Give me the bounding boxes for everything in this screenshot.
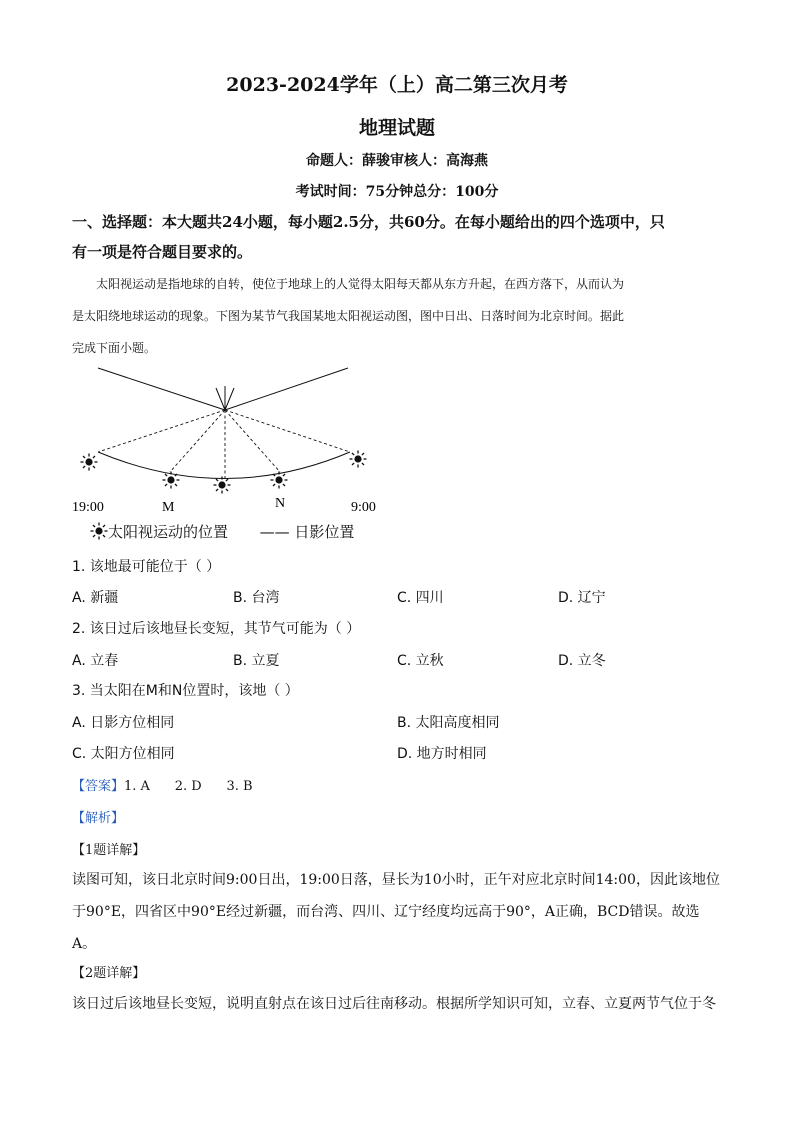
sun-path-arc (98, 452, 350, 479)
section-heading-line2: 有一项是符合题目要求的。 (72, 243, 253, 261)
label-900: 9:00 (351, 500, 376, 515)
sun-icon (271, 472, 288, 489)
question-1-option-b: B. 台湾 (233, 590, 280, 606)
question-3-option-a: A. 日影方位相同 (72, 715, 175, 731)
answer-line (72, 775, 253, 794)
q2-detail-text (72, 988, 722, 1020)
question-1-option-c: C. 四川 (397, 590, 444, 606)
authors-line: 命题人：薛骏审核人：高海燕 (306, 153, 488, 169)
legend-shadow-label: 日影位置 (294, 523, 355, 541)
question-3-option-b: B. 太阳高度相同 (397, 715, 500, 731)
sun-icon (81, 454, 98, 471)
answer-values: 1. A 2. D 3. B (124, 779, 253, 794)
intro-paragraph (72, 268, 722, 364)
section-heading (72, 207, 722, 267)
question-3-option-d: D. 地方时相同 (397, 746, 487, 762)
sun-icon (350, 451, 367, 468)
legend-sun-icon (90, 522, 108, 540)
question-3-stem: 3. 当太阳在M和N位置时，该地（ ） (72, 683, 299, 699)
analysis-tag: 【解析】 (72, 811, 125, 826)
subject-title: 地理试题 (358, 117, 435, 139)
question-1-option-d: D. 辽宁 (558, 590, 606, 606)
legend-sun-label: 太阳视运动的位置 (108, 523, 229, 541)
question-1-option-a: A. 新疆 (72, 590, 119, 606)
label-m: M (162, 500, 175, 515)
q1-detail-text (72, 864, 722, 960)
exam-title: 2023-2024学年（上）高二第三次月考 (226, 74, 568, 96)
intro-line3: 完成下面小题。 (72, 341, 157, 355)
question-3-option-c: C. 太阳方位相同 (72, 746, 175, 762)
question-2-stem: 2. 该日过后该地昼长变短，其节气可能为（ ） (72, 621, 361, 637)
q2-detail-tag: 【2题详解】 (72, 966, 146, 981)
question-2-option-d: D. 立冬 (558, 653, 606, 669)
exam-info-line: 考试时间：75分钟总分：100分 (295, 184, 499, 200)
sun-icon (163, 472, 180, 489)
q1-detail-line1: 读图可知，该日北京时间9:00日出，19:00日落，昼长为10小时，正午对应北京时间14:00，因此该地位 (72, 872, 720, 888)
label-n: N (275, 496, 286, 511)
sun-icon (214, 477, 231, 494)
intro-line1: 太阳视运动是指地球的自转，使位于地球上的人觉得太阳每天都从东方升起，在西方落下，从而认为 (96, 277, 625, 291)
q1-detail-tag: 【1题详解】 (72, 843, 146, 858)
question-2-option-a: A. 立春 (72, 653, 119, 669)
q2-detail-line1: 该日过后该地昼长变短，说明直射点在该日过后往南移动。根据所学知识可知，立春、立夏两节气位于冬 (72, 996, 716, 1012)
question-2-option-c: C. 立秋 (397, 653, 444, 669)
shadow-line-right (225, 368, 348, 410)
section-heading-line1: 一、选择题：本大题共24小题，每小题2.5分，共60分。在每小题给出的四个选项中，只 (72, 213, 665, 231)
diagram-legend (90, 521, 354, 542)
question-2-option-b: B. 立夏 (233, 653, 280, 669)
shadow-line-n (225, 388, 234, 410)
question-1-stem: 1. 该地最可能位于（ ） (72, 559, 221, 575)
shadow-line-left (98, 368, 225, 410)
q1-detail-line2: 于90°E，四省区中90°E经过新疆，而台湾、四川、辽宁经度均远高于90°，A正确，BCD错误。故选 (72, 904, 700, 920)
legend-line-mark: —— (259, 523, 290, 541)
answer-tag: 【答案】 (72, 779, 125, 794)
label-1900: 19:00 (72, 500, 104, 515)
shadow-line-m (216, 388, 225, 410)
intro-line2: 是太阳绕地球运动的现象。下图为某节气我国某地太阳视运动图，图中日出、日落时间为北京时间。据此 (72, 309, 625, 323)
q1-detail-line3: A。 (72, 936, 97, 952)
